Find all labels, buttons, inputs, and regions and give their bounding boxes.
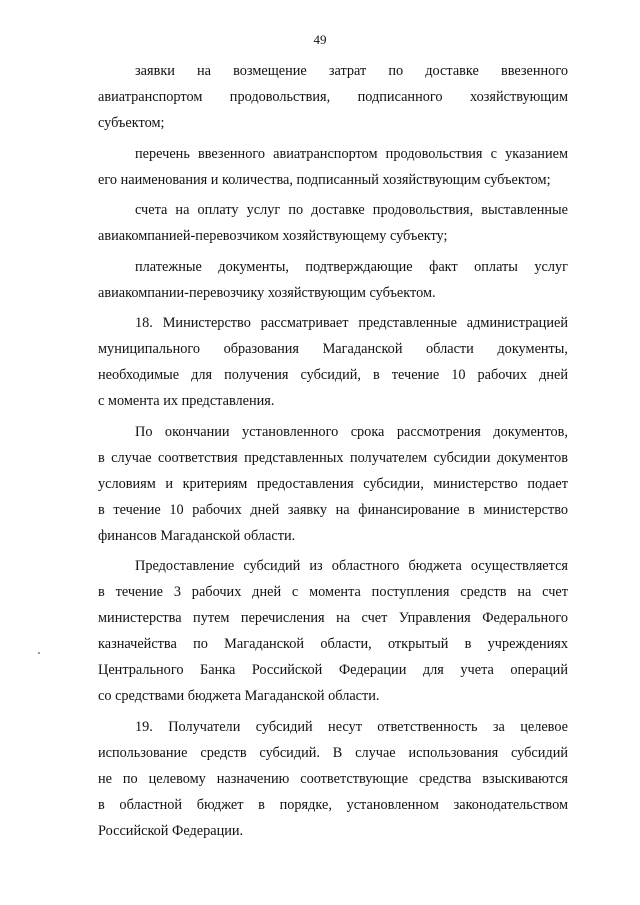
paragraph-line: Предоставление субсидий из областного бюджета осуществляется [135,558,568,574]
paragraph [98,254,568,306]
paragraph [98,714,568,844]
paragraph-line: перечень ввезенного авиатранспортом продовольствия с указанием [135,145,568,162]
paragraph [98,197,568,249]
paragraph-line: казначейства по Магаданской области, открытый в учреждениях [98,636,568,652]
paragraph [98,141,568,193]
paragraph-line: министерства путем перечисления на счет Управления Федерального [98,610,568,626]
paragraph-line: не по целевому назначению соответствующие средства взыскиваются [98,770,568,787]
paragraph-line: его наименования и количества, подписанный хозяйствующим субъектом; [98,171,551,188]
paragraph-line: в течение 3 рабочих дней с момента поступления средств на счет [98,584,568,600]
margin-dot [38,652,40,654]
paragraph-line: в случае соответствия представленных получателем субсидии документов [98,449,568,466]
paragraph-line: 18. Министерство рассматривает представленные администрацией [135,315,568,331]
paragraph-line: Российской Федерации. [98,822,244,839]
paragraph [98,310,568,414]
paragraph-line: авиатранспортом продовольствия, подписанного хозяйствующим [98,89,568,105]
paragraph-line: в течение 10 рабочих дней заявку на финансирование в министерство [98,501,568,518]
paragraph [98,553,568,709]
paragraph-line: необходимые для получения субсидий, в течение 10 рабочих дней [98,367,568,383]
paragraph-line: авиакомпанией-перевозчиком хозяйствующему субъекту; [98,228,448,244]
paragraph-line: субъектом; [98,115,165,131]
paragraph [98,419,568,549]
paragraph-line: муниципального образования Магаданской области документы, [98,341,568,357]
paragraph-line: платежные документы, подтверждающие факт оплаты услуг [135,258,568,275]
paragraph-line: в областной бюджет в порядке, установленном законодательством [98,796,568,813]
paragraph-line: со средствами бюджета Магаданской области. [98,688,380,704]
paragraph [98,58,568,136]
paragraph-line: счета на оплату услуг по доставке продовольствия, выставленные [135,202,568,218]
paragraph-line: 19. Получатели субсидий несут ответственность за целевое [135,718,568,735]
paragraph-line: с момента их представления. [98,393,275,409]
document-body [98,58,568,844]
paragraph-line: условиям и критериям предоставления субсидии, министерство подает [98,475,568,492]
paragraph-line: авиакомпании-перевозчику хозяйствующим субъектом. [98,284,436,301]
paragraph-line: финансов Магаданской области. [98,527,296,544]
paragraph-line: заявки на возмещение затрат по доставке ввезенного [135,63,568,79]
page-number: 49 [313,32,327,47]
paragraph-line: использование средств субсидий. В случае использования субсидий [98,744,568,761]
paragraph-line: По окончании установленного срока рассмотрения документов, [135,423,568,440]
paragraph-line: Центрального Банка Российской Федерации для учета операций [98,662,568,678]
